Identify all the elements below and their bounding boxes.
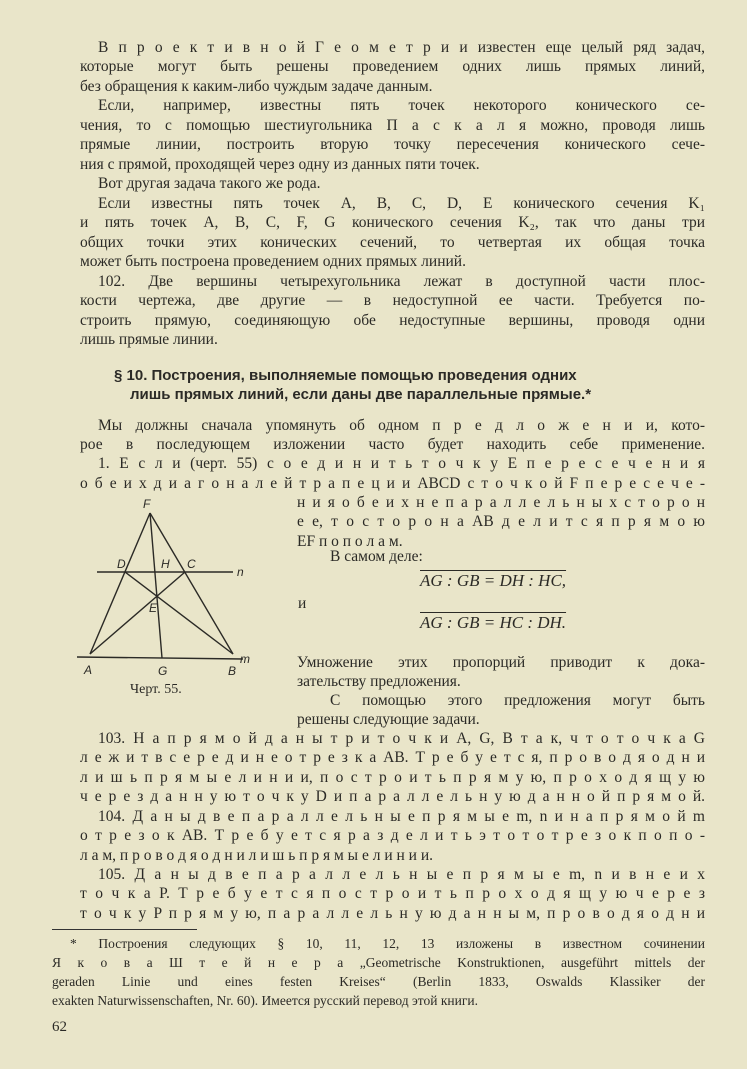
text-line: которые могут быть решены проведением одних лишь прямых линий, (80, 58, 705, 75)
page-number: 62 (52, 1019, 67, 1035)
text-line: Умножение этих пропорций приводит к дока- (297, 654, 705, 671)
text-line: о т р е з о к AB. Т р е б у е т с я р а з д е л и т ь э т о т о т р е з о к п о п о - (80, 827, 705, 844)
text-line: т о ч к у P п р я м у ю, п а р а л л е л ь н у ю д а н н ы м, п р о в о д я о д н и (80, 905, 705, 922)
text-line: Мы должны сначала упомянуть об одном п р е д л о ж е н и и, кото- (98, 417, 705, 434)
text-line: л и ш ь п р я м ы е л и н и и, п о с т р о и т ь п р я м у ю, п р о х о д я щ у ю (80, 769, 705, 786)
side-FB (150, 513, 233, 654)
diagonal-AC (90, 572, 185, 654)
footnote-rule (52, 929, 197, 930)
label-D: D (117, 557, 126, 571)
text-line: 104. Д а н ы д в е п а р а л л е л ь н ы е п р я м ы е m, n и н а п р я м о й m (98, 808, 705, 825)
label-B: B (228, 664, 237, 678)
label-H: H (161, 557, 170, 571)
section-heading-line: § 10. Построения, выполняемые помощью проведения одних (114, 367, 577, 384)
figure-caption: Черт. 55. (130, 682, 182, 697)
text-line: EF п о п о л а м. (297, 533, 403, 550)
text-line: 1. Е с л и (черт. 55) с о е д и н и т ь т о ч к у E п е р е с е ч е н и я (98, 455, 705, 472)
text-line: Если известны пять точек A, B, C, D, E конического сечения K₁ (98, 195, 705, 212)
text-line: чения, то с помощью шестиугольника П а с к а л я можно, проводя лишь (80, 117, 705, 134)
label-E: E (149, 601, 158, 615)
line-m (77, 657, 243, 659)
label-G: G (158, 664, 168, 678)
text-line: н и я о б е и х н е п а р а л л е л ь н ы х с т о р о н (297, 494, 705, 511)
text-line: может быть построена проведением одних прямых линий. (80, 253, 466, 270)
label-A: A (84, 663, 93, 677)
text-line: зательству предложения. (297, 673, 461, 690)
text-line: Вот другая задача такого же рода. (98, 175, 321, 192)
text-line: ния с прямой, проходящей через одну из данных пяти точек. (80, 156, 480, 173)
text-line: прямые линии, построить вторую точку пересечения конического сече- (80, 136, 705, 153)
text-line: и пять точек A, B, C, F, G конического сечения K₂, так что даны три (80, 214, 705, 231)
text-line: общих точки этих конических сечений, то четвертая их общая точка (80, 234, 705, 251)
diagonal-BD (125, 572, 233, 654)
text-line: ч е р е з д а н н у ю т о ч к у D и п а р а л л е л ь н у ю д а н н о й п р я м о й. (80, 788, 705, 805)
text-line: рое в последующем изложении часто будет находить себе применение. (80, 436, 705, 453)
text-line: 102. Две вершины четырехугольника лежат в доступной части плос- (98, 273, 705, 290)
label-C: C (187, 557, 196, 571)
text-line: л е ж и т в с е р е д и н е о т р е з к а AB. Т р е б у е т с я, п р о в о д я о д н и (80, 749, 705, 766)
footnote-line: geraden Linie und eines festen Kreises“ (Berlin 1833, Oswalds Klassiker der (52, 974, 705, 989)
formula-2: AG : GB = HC : DH. (420, 613, 567, 632)
text-line: Если, например, известны пять точек некоторого конического се- (98, 97, 705, 114)
text-line: т о ч к а P. Т р е б у е т с я п о с т р о и т ь п р о х о д я щ у ю ч е р е з (80, 885, 705, 902)
footnote-line: Я к о в а Ш т е й н е р а „Geometrische Konstruktionen, ausgeführt mittels der (52, 955, 705, 970)
text-line: строить прямую, соединяющую обе недоступные вершины, проводя одни (80, 312, 705, 329)
conjunction: и (298, 595, 307, 612)
label-n: n (237, 565, 244, 579)
text-line: решены следующие задачи. (297, 711, 480, 728)
text-line: кости чертежа, две другие — в недоступной ее части. Требуется по- (80, 292, 705, 309)
formula-1: AG : GB = DH : HC, (420, 571, 567, 590)
label-m: m (240, 652, 250, 666)
section-heading-line: лишь прямых линий, если даны две параллельные прямые.* (130, 386, 592, 403)
text-line: 103. Н а п р я м о й д а н ы т р и т о ч к и A, G, B т а к, ч т о т о ч к а G (98, 730, 705, 747)
text-line: лишь прямые линии. (80, 331, 218, 348)
footnote-line: exakten Naturwissenschaften, Nr. 60). Имеется русский перевод этой книги. (52, 993, 479, 1008)
text-line: В п р о е к т и в н о й Г е о м е т р и и известен еще целый ряд задач, (98, 39, 705, 56)
text-line: л а м, п р о в о д я о д н и л и ш ь п р я м ы е л и н и и. (80, 847, 434, 864)
text-line: о б е и х д и а г о н а л е й т р а п е ц и и ABCD с т о ч к о й F п е р е с е ч е - (80, 475, 705, 492)
label-F: F (143, 497, 151, 511)
text-line: В самом деле: (330, 548, 423, 565)
text-line: е е, т о с т о р о н а AB д е л и т с я п р я м о ю (297, 513, 705, 530)
footnote-line: * Построения следующих § 10, 11, 12, 13 изложены в известном сочинении (70, 936, 705, 951)
text-line: без обращения к каким-либо чуждым задаче данным. (80, 78, 433, 95)
text-line: С помощью этого предложения могут быть (330, 692, 705, 709)
line-FG (150, 513, 162, 658)
text-line: 105. Д а н ы д в е п а р а л л е л ь н ы е п р я м ы е m, n и в н е и х (98, 866, 705, 883)
